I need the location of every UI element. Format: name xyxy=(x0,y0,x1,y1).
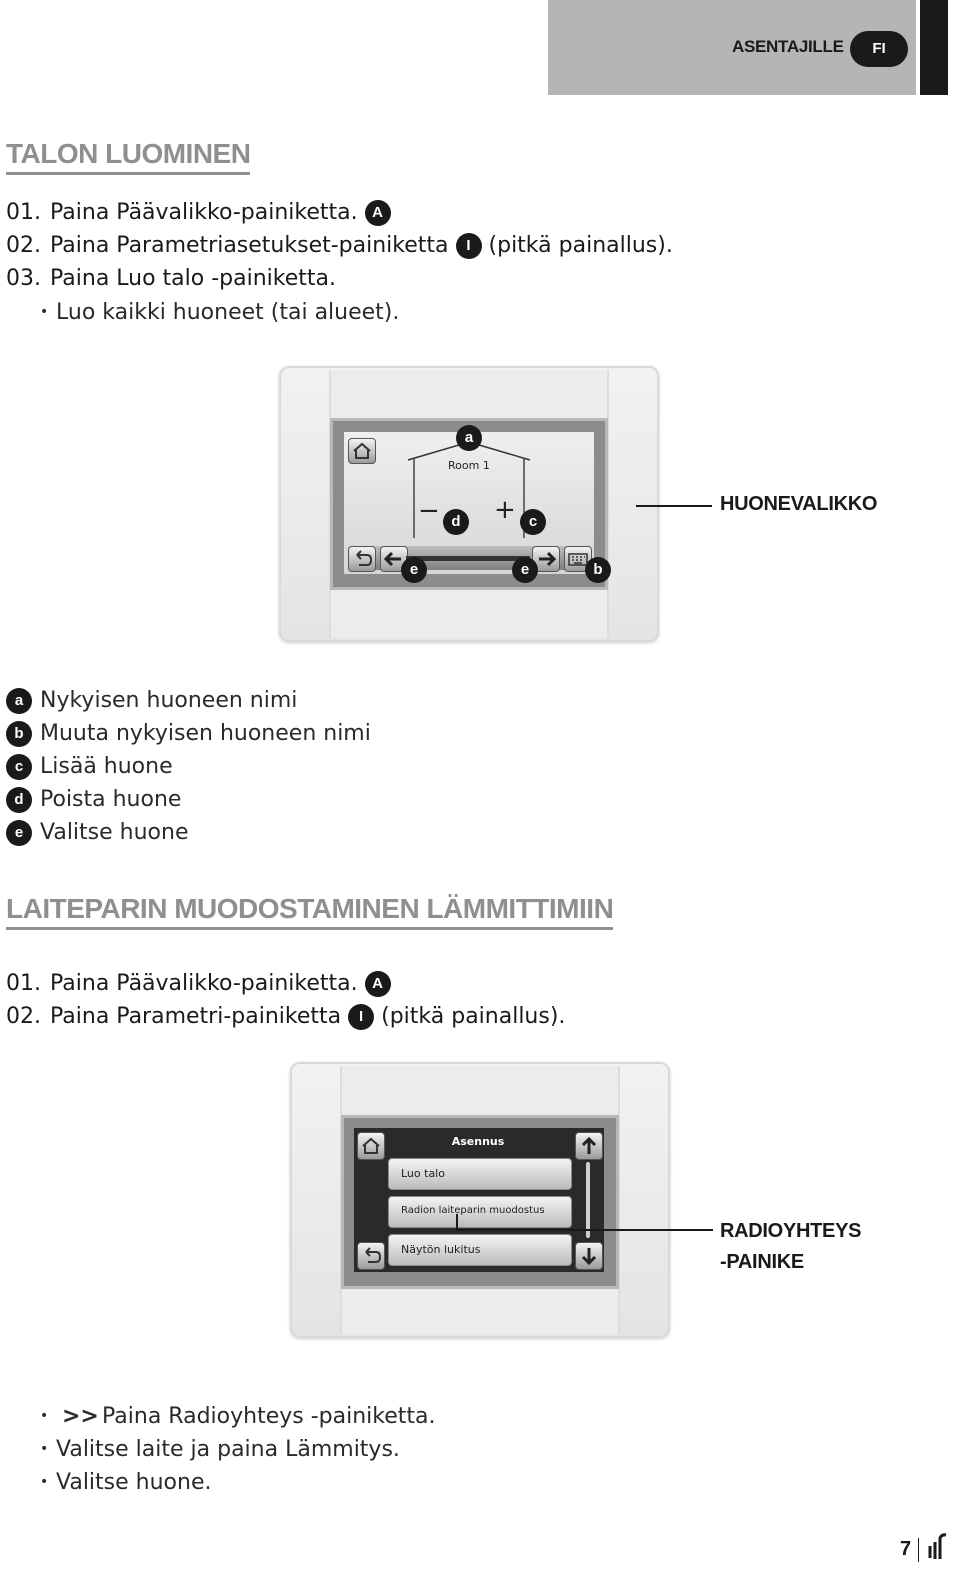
menu-item-label: Näytön lukitus xyxy=(401,1243,481,1256)
brand-logo-icon xyxy=(926,1532,952,1562)
header-label: ASENTAJILLE xyxy=(732,37,844,56)
menu-item-label: Luo talo xyxy=(401,1167,445,1180)
footer-divider xyxy=(918,1538,919,1562)
legend-key: d xyxy=(6,787,32,813)
back-button-2[interactable] xyxy=(357,1242,385,1270)
page-number: 7 xyxy=(900,1538,912,1560)
legend-text: Poista huone xyxy=(40,787,182,812)
callout-line-huonevalikko xyxy=(636,505,712,507)
remove-room-button[interactable]: − xyxy=(418,496,440,526)
menu-item-luo-talo[interactable] xyxy=(388,1158,572,1190)
marker-e-right: e xyxy=(512,557,538,583)
marker-b: b xyxy=(585,557,611,583)
step-suffix: (pitkä painallus). xyxy=(381,1004,566,1029)
step-02 xyxy=(6,1004,565,1030)
bullet-dot: • xyxy=(40,1408,49,1424)
marker-a: a xyxy=(456,425,482,451)
scroll-down-button[interactable] xyxy=(575,1242,603,1270)
legend-key: c xyxy=(6,754,32,780)
bullet-dot: • xyxy=(40,1441,49,1457)
back-button[interactable] xyxy=(348,546,376,572)
legend-item-c xyxy=(6,754,173,780)
callout-line2: -PAINIKE xyxy=(720,1251,804,1273)
legend-text: Lisää huone xyxy=(40,754,173,779)
button-badge-i: I xyxy=(456,233,482,259)
step-number: 01. xyxy=(6,200,41,225)
legend-key: a xyxy=(6,688,32,714)
marker-e-left: e xyxy=(401,557,427,583)
menu-item-label: Radion laiteparin muodostus xyxy=(401,1205,545,1216)
home-icon xyxy=(358,1133,384,1159)
marker-c: c xyxy=(520,509,546,535)
legend-key: b xyxy=(6,721,32,747)
step-number: 01. xyxy=(6,971,41,996)
section-title-talon-luominen: TALON LUOMINEN xyxy=(6,138,250,175)
room-name-label: Room 1 xyxy=(448,459,490,472)
chevron-double-right-icon: >> xyxy=(62,1404,99,1429)
bullet-radioyhteys xyxy=(40,1404,435,1429)
button-badge-i: I xyxy=(348,1004,374,1030)
step-02 xyxy=(6,233,673,259)
legend-text: Nykyisen huoneen nimi xyxy=(40,688,298,713)
language-badge: FI xyxy=(850,31,908,67)
menu-item-nayton-lukitus[interactable] xyxy=(388,1234,572,1266)
screen-title: Asennus xyxy=(451,1135,505,1148)
bullet-luo-huoneet xyxy=(40,300,399,325)
step-number: 02. xyxy=(6,233,41,258)
add-room-button[interactable]: + xyxy=(494,495,516,525)
step-text: Paina Luo talo -painiketta. xyxy=(50,266,336,291)
step-number: 02. xyxy=(6,1004,41,1029)
home-button-2[interactable] xyxy=(357,1132,385,1160)
button-badge-a: A xyxy=(365,200,391,226)
step-suffix: (pitkä painallus). xyxy=(488,233,673,258)
legend-item-e xyxy=(6,820,189,846)
up-arrow-icon xyxy=(576,1133,602,1159)
section-title-laiteparin-muodostaminen: LAITEPARIN MUODOSTAMINEN LÄMMITTIMIIN xyxy=(6,893,613,930)
bullet-text: Paina Radioyhteys -painiketta. xyxy=(102,1404,436,1429)
step-03 xyxy=(6,266,336,291)
legend-key: e xyxy=(6,820,32,846)
scroll-up-button[interactable] xyxy=(575,1132,603,1160)
bullet-dot: • xyxy=(40,304,49,320)
home-icon xyxy=(349,439,375,463)
bullet-dot: • xyxy=(40,1474,49,1490)
step-text: Paina Päävalikko-painiketta. xyxy=(50,971,358,996)
step-01 xyxy=(6,200,391,226)
bullet-valitse-laite xyxy=(40,1437,400,1462)
bullet-text: Luo kaikki huoneet (tai alueet). xyxy=(56,300,400,325)
callout-line1: RADIOYHTEYS xyxy=(720,1220,862,1242)
legend-text: Valitse huone xyxy=(40,820,189,845)
room-scroll-track xyxy=(406,556,530,561)
callout-line-radioyhteys xyxy=(455,1212,715,1234)
legend-item-a xyxy=(6,688,297,714)
bullet-text: Valitse laite ja paina Lämmitys. xyxy=(56,1437,400,1462)
callout-radioyhteys xyxy=(720,1216,861,1278)
step-text: Paina Parametri-painiketta xyxy=(50,1004,342,1029)
marker-d: d xyxy=(443,509,469,535)
callout-huonevalikko: HUONEVALIKKO xyxy=(720,493,878,515)
bullet-valitse-huone xyxy=(40,1470,211,1495)
header-bar xyxy=(920,0,948,95)
step-01 xyxy=(6,971,391,997)
back-arrow-icon xyxy=(349,547,375,571)
step-text: Paina Päävalikko-painiketta. xyxy=(50,200,358,225)
legend-text: Muuta nykyisen huoneen nimi xyxy=(40,721,371,746)
down-arrow-icon xyxy=(576,1243,602,1269)
step-text: Paina Parametriasetukset-painiketta xyxy=(50,233,449,258)
step-number: 03. xyxy=(6,266,41,291)
legend-item-d xyxy=(6,787,181,813)
legend-item-b xyxy=(6,721,371,747)
back-arrow-icon xyxy=(358,1243,384,1269)
home-button[interactable] xyxy=(348,438,376,464)
bullet-text: Valitse huone. xyxy=(56,1470,212,1495)
button-badge-a: A xyxy=(365,971,391,997)
